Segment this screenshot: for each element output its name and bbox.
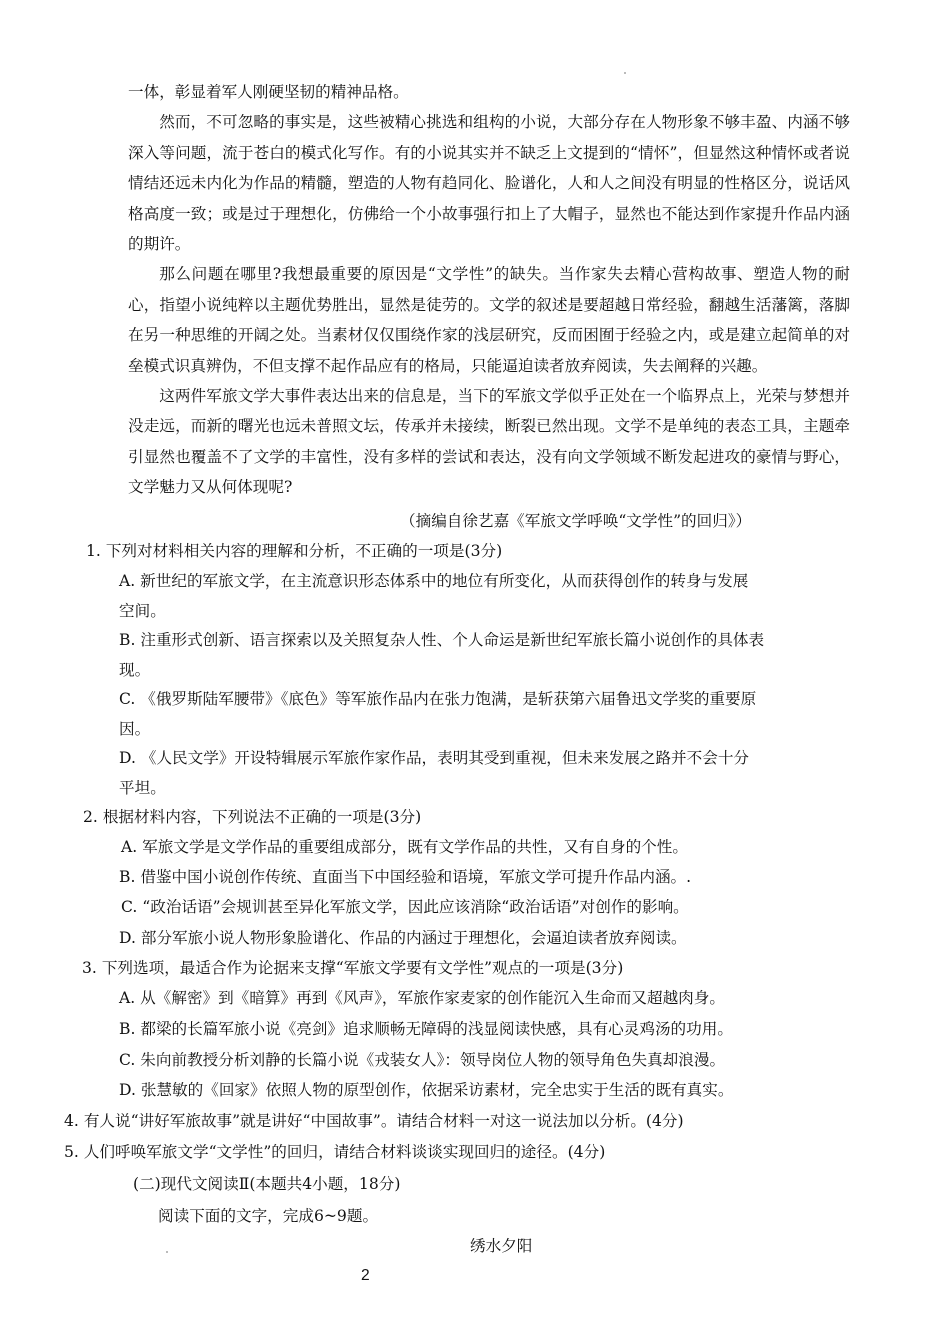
question-1-stem: 1. 下列对材料相关内容的理解和分析，不正确的一项是(3分) xyxy=(86,542,503,560)
passage-paragraph: 一体，彰显着军人刚硬坚韧的精神品格。 xyxy=(128,83,409,101)
speck xyxy=(624,72,626,74)
q1-option-d-cont: 平坦。 xyxy=(119,779,166,797)
speck xyxy=(166,1251,168,1253)
section-instruction: 阅读下面的文字，完成6~9题。 xyxy=(158,1207,379,1225)
q3-option-c: C. 朱向前教授分析刘静的长篇小说《戎装女人》：领导岗位人物的领导角色失真却浪漫。 xyxy=(119,1051,726,1069)
q1-option-a-cont: 空间。 xyxy=(119,602,166,620)
q1-option-c: C. 《俄罗斯陆军腰带》《底色》等军旅作品内在张力饱满，是斩获第六届鲁迅文学奖的重要原 xyxy=(119,690,757,708)
q1-option-c-cont: 因。 xyxy=(119,720,151,738)
q1-option-d: D. 《人民文学》开设特辑展示军旅作家作品，表明其受到重视，但未来发展之路并不会十分 xyxy=(119,749,750,767)
section-heading: (二)现代文阅读Ⅱ(本题共4小题，18分) xyxy=(133,1175,401,1193)
q3-option-a: A. 从《解密》到《暗算》再到《风声》，军旅作家麦家的创作能沉入生命而又超越肉身。 xyxy=(119,989,725,1007)
q2-option-d: D. 部分军旅小说人物形象脸谱化、作品的内涵过于理想化，会逼迫读者放弃阅读。 xyxy=(119,929,687,947)
q2-option-c: C. “政治话语”会规训甚至异化军旅文学，因此应该消除“政治话语”对创作的影响。 xyxy=(121,898,689,916)
q3-option-b: B. 都梁的长篇军旅小说《亮剑》追求顺畅无障碍的浅显阅读快感，具有心灵鸡汤的功用。 xyxy=(119,1020,733,1038)
passage-paragraph: 然而，不可忽略的事实是，这些被精心挑选和组构的小说，大部分存在人物形象不够丰盈、内涵不够深入等问题，流于苍白的模式化写作。有的小说其实并不缺乏上文提到的“情怀”，但显然这种情怀或者说情结还远未内化为作品的精髓，塑造的人物有趋同化、脸谱化，人和人之间没有明显的性格区分，说话风格高度一致；或是过于理想化，仿佛给一个小故事强行扣上了大帽子，显然也不能达到作家提升作品内涵的期许。 xyxy=(128,113,850,254)
question-5: 5. 人们呼唤军旅文学“文学性”的回归，请结合材料谈谈实现回归的途径。(4分) xyxy=(64,1143,606,1161)
question-3-stem: 3. 下列选项，最适合作为论据来支撑“军旅文学要有文学性”观点的一项是(3分) xyxy=(82,959,624,977)
q2-option-a: A. 军旅文学是文学作品的重要组成部分，既有文学作品的共性，又有自身的个性。 xyxy=(121,838,688,856)
q2-option-b: B. 借鉴中国小说创作传统、直面当下中国经验和语境，军旅文学可提升作品内涵。. xyxy=(119,868,692,886)
q1-option-b: B. 注重形式创新、语言探索以及关照复杂人性、个人命运是新世纪军旅长篇小说创作的具体表 xyxy=(119,631,765,649)
passage-source: （摘编自徐艺嘉《军旅文学呼唤“文学性”的回归》） xyxy=(400,512,752,530)
question-4: 4. 有人说“讲好军旅故事”就是讲好“中国故事”。请结合材料一对这一说法加以分析。(4分) xyxy=(64,1112,684,1130)
passage-paragraph: 这两件军旅文学大事件表达出来的信息是，当下的军旅文学似乎正处在一个临界点上，光荣与梦想并没走远，而新的曙光也远未普照文坛，传承并未接续，断裂已然出现。文学不是单纯的表态工具，主题牵引显然也覆盖不了文学的丰富性，没有多样的尝试和表达，没有向文学领域不断发起进攻的豪情与野心，文学魅力又从何体现呢? xyxy=(128,387,850,497)
passage-paragraph: 那么问题在哪里?我想最重要的原因是“文学性”的缺失。当作家失去精心营构故事、塑造人物的耐心，指望小说纯粹以主题优势胜出，显然是徒劳的。文学的叙述是要超越日常经验，翻越生活藩篱，落脚在另一种思维的开阔之处。当素材仅仅围绕作家的浅层研究，反而困囿于经验之内，或是建立起简单的对垒模式识真辨伪，不但支撑不起作品应有的格局，只能逼迫读者放弃阅读，失去阐释的兴趣。 xyxy=(128,265,850,375)
q1-option-b-cont: 现。 xyxy=(119,661,151,679)
story-title: 绣水夕阳 xyxy=(470,1237,533,1255)
page-number: 2 xyxy=(361,1267,370,1284)
question-2-stem: 2. 根据材料内容，下列说法不正确的一项是(3分) xyxy=(83,808,422,826)
q1-option-a: A. 新世纪的军旅文学，在主流意识形态体系中的地位有所变化，从而获得创作的转身与发展 xyxy=(119,572,749,590)
q3-option-d: D. 张慧敏的《回家》依照人物的原型创作，依据采访素材，完全忠实于生活的既有真实。 xyxy=(119,1081,734,1099)
passage xyxy=(128,77,850,503)
